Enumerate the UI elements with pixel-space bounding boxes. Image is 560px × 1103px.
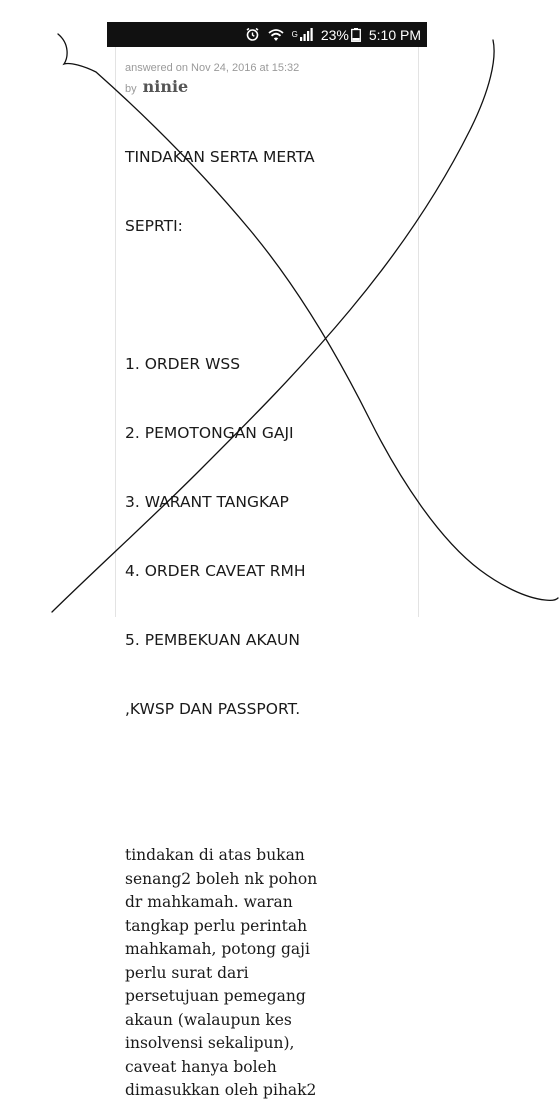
- phone-screenshot: [107, 22, 427, 1099]
- body-line: senang2 boleh nk pohon: [125, 869, 318, 888]
- author-name[interactable]: ninie: [142, 77, 189, 96]
- wifi-icon: [268, 28, 284, 42]
- battery-percent: 23%: [320, 26, 349, 43]
- alarm-icon: [245, 27, 260, 42]
- body-line: dr mahkamah. waran: [125, 893, 293, 911]
- network-type-label: G: [291, 30, 298, 39]
- body-line: akaun (walaupun kes: [125, 1010, 292, 1029]
- body-line: persetujuan pemegang: [125, 987, 306, 1005]
- battery-status: [321, 27, 361, 43]
- list-item: 1. ORDER WSS: [125, 355, 241, 373]
- answer-heading: [125, 100, 418, 836]
- list-item: 3. WARANT TANGKAP: [125, 493, 289, 511]
- answer-date: answered on Nov 24, 2016 at 15:32: [125, 62, 300, 74]
- body-line: perlu surat dari: [125, 963, 249, 982]
- body-line: tangkap perlu perintah: [125, 916, 308, 935]
- clock-time: 5:10 PM: [368, 26, 421, 43]
- author-byline: [125, 77, 418, 96]
- list-item: ,KWSP DAN PASSPORT.: [125, 700, 301, 718]
- answer-body: [125, 844, 418, 1103]
- heading-line: TINDAKAN SERTA MERTA: [125, 148, 315, 166]
- body-line: caveat hanya boleh: [125, 1057, 277, 1076]
- list-item: 4. ORDER CAVEAT RMH: [125, 562, 306, 580]
- body-line: tindakan di atas bukan: [125, 846, 305, 864]
- list-item: 5. PEMBEKUAN AKAUN: [125, 631, 300, 649]
- answer-card: [115, 47, 419, 1099]
- body-line: dimasukkan oleh pihak2: [125, 1081, 317, 1099]
- cell-signal-icon: [292, 28, 313, 41]
- list-item: 2. PEMOTONGAN GAJI: [125, 424, 294, 442]
- heading-line: SEPRTI:: [125, 217, 183, 235]
- body-line: insolvensi sekalipun),: [125, 1034, 295, 1052]
- body-line: mahkamah, potong gaji: [125, 940, 310, 958]
- status-bar: [107, 22, 427, 47]
- battery-icon: [351, 28, 361, 42]
- by-label: by: [125, 83, 137, 95]
